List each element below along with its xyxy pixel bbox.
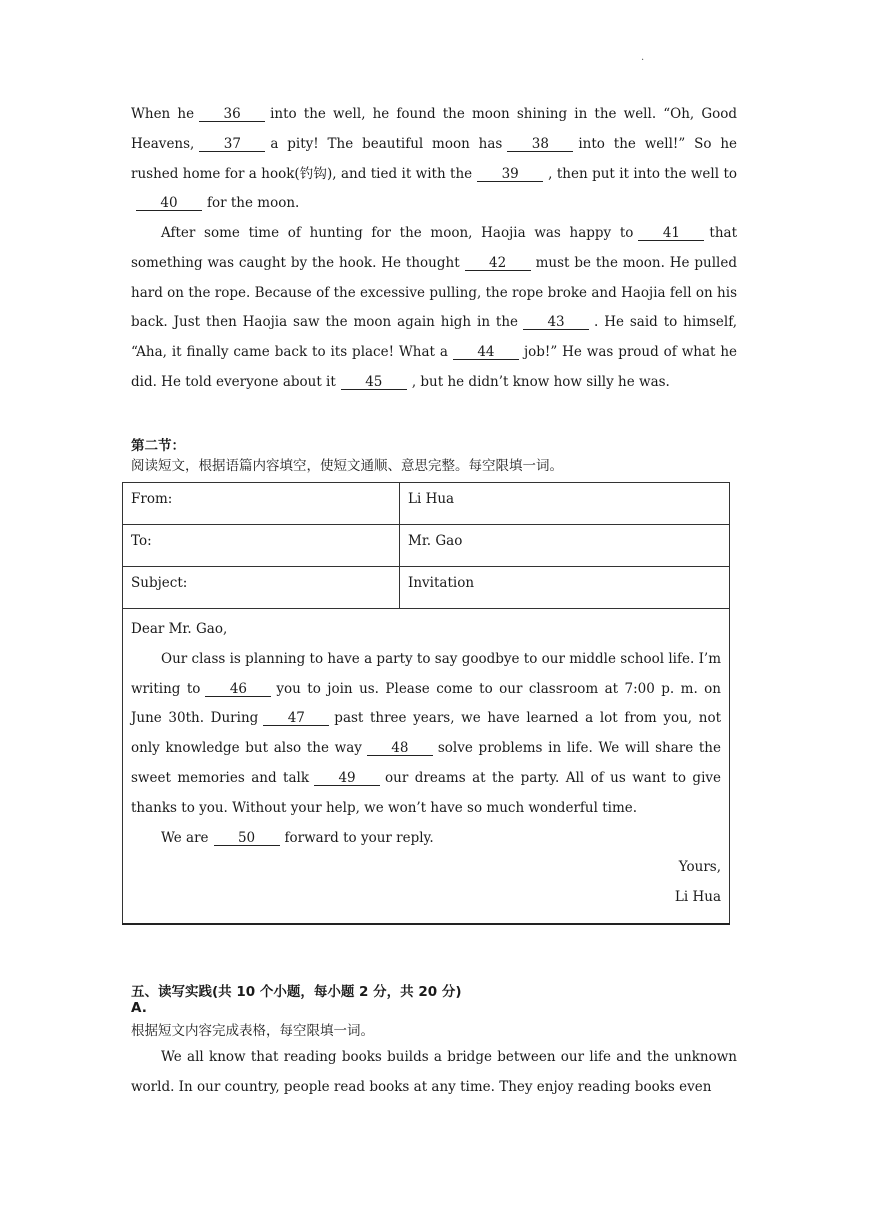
passage-paragraph-1 (131, 100, 737, 219)
part-a-label: A. (131, 1000, 147, 1016)
text: , then put it into the well to (548, 165, 737, 182)
text: , but he didn’t know how silly he was. (411, 373, 670, 390)
blank-41[interactable]: 41 (638, 226, 704, 241)
table-row (123, 567, 730, 609)
signoff: Yours, (678, 859, 721, 876)
part-a-instruction: 根据短文内容完成表格，每空限填一词。 (131, 1023, 374, 1039)
text: forward to your reply. (284, 829, 434, 846)
blank-36[interactable]: 36 (199, 107, 265, 122)
blank-47[interactable]: 47 (263, 711, 329, 726)
blank-40[interactable]: 40 (136, 196, 202, 211)
subject-label: Subject: (123, 567, 400, 609)
text: you to join us. Please come to our classroom at 7:00 p. m. on June 30th. During (131, 680, 722, 727)
section-2-heading: 第二节： (131, 438, 185, 454)
blank-46[interactable]: 46 (205, 682, 271, 697)
blank-44[interactable]: 44 (453, 345, 519, 360)
section-2-instruction: 阅读短文，根据语篇内容填空，使短文通顺、意思完整。每空限填一词。 (131, 458, 563, 474)
text: Our class is planning to have a party to say goodbye to our middle school life. I’m writing to (131, 650, 721, 697)
text: a pity! The beautiful moon has (270, 135, 503, 152)
text: We are (161, 829, 209, 846)
table-row (123, 525, 730, 567)
blank-38[interactable]: 38 (507, 137, 573, 152)
closing-line (131, 824, 721, 854)
text: must be the moon. He pulled hard on the rope. Because of the excessive pulling, the rope broke and Haojia fell on his back. Just then Haojia saw the moon again high in the (131, 254, 738, 331)
blank-49[interactable]: 49 (314, 771, 380, 786)
text: After some time of hunting for the moon, Haojia was happy to (161, 225, 634, 241)
subject-value: Invitation (400, 567, 730, 609)
blank-39[interactable]: 39 (477, 167, 543, 182)
blank-42[interactable]: 42 (465, 256, 531, 271)
text: When he (131, 106, 195, 122)
table-row (123, 483, 730, 525)
text: our dreams at the party. All of us want to give thanks to you. Without your help, we won’t have so much wonderful time. (131, 769, 721, 816)
section-5-heading: 五、读写实践(共 10 个小题，每小题 2 分，共 20 分) (131, 984, 462, 1000)
blank-43[interactable]: 43 (523, 315, 589, 330)
page-marker: . (641, 52, 645, 63)
email-body (123, 609, 730, 924)
greeting: Dear Mr. Gao, (131, 621, 228, 637)
table-row (123, 609, 730, 924)
text: into the well!” So he rushed home for a hook(钓钩), and tied it with the (131, 135, 737, 182)
text: solve problems in life. We will share the sweet memories and talk (131, 740, 721, 786)
signature: Li Hua (674, 889, 721, 906)
blank-45[interactable]: 45 (341, 375, 407, 390)
text: job!” He was proud of what he did. He told everyone about it (131, 344, 738, 390)
text: past three years, we have learned a lot from you, not only knowledge but also the way (131, 710, 721, 757)
to-label: To: (123, 525, 400, 567)
text: for the moon. (207, 195, 300, 212)
to-value: Mr. Gao (400, 525, 730, 567)
blank-37[interactable]: 37 (199, 137, 265, 152)
text: into the well, he found the moon shining in the well. “Oh, Good Heavens, (131, 106, 738, 152)
passage-paragraph-2 (131, 219, 737, 398)
email-table (122, 482, 730, 925)
email-paragraph (131, 645, 721, 824)
blank-48[interactable]: 48 (367, 741, 433, 756)
text: that something was caught by the hook. He thought (131, 225, 737, 271)
blank-50[interactable]: 50 (214, 831, 280, 846)
text: . He said to himself, “Aha, it finally came back to its place! What a (131, 314, 737, 361)
from-label: From: (123, 483, 400, 525)
from-value: Li Hua (400, 483, 730, 525)
reading-passage: We all know that reading books builds a bridge between our life and the unknown world. In our country, people read books at any time. They enjoy reading books even (131, 1049, 737, 1095)
